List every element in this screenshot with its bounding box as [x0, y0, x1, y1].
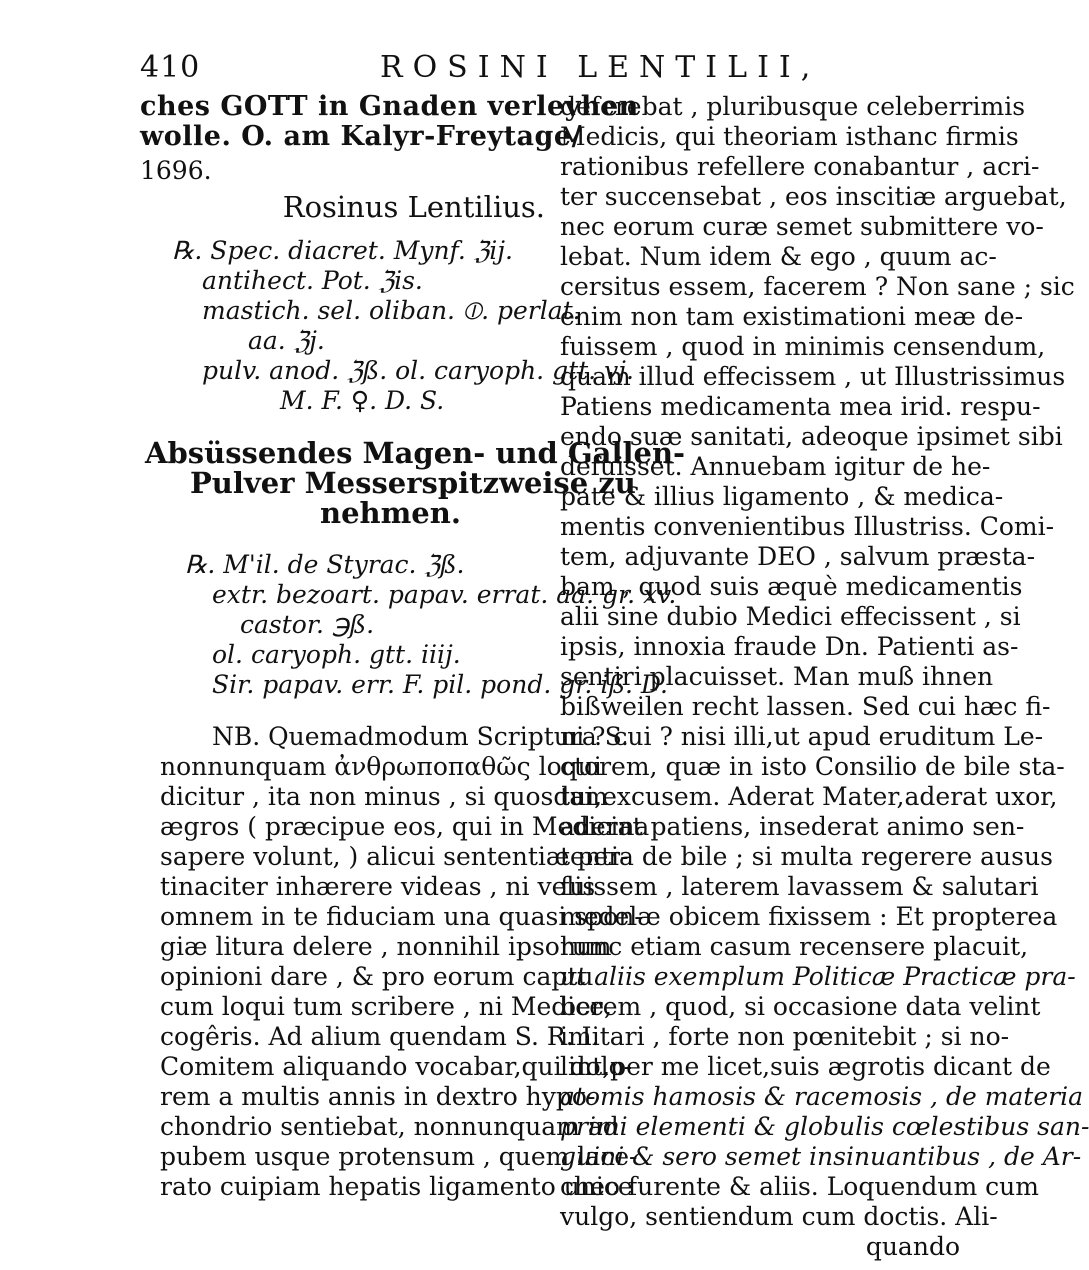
right-column-line: bam , quod suis æquè medicamentis: [560, 572, 1023, 601]
right-column-line: ni ? cui ? nisi illi,ut apud eruditum Le-: [560, 722, 1044, 751]
left-column: [140, 91, 686, 1202]
right-column-line: hunc etiam casum recensere placuit,: [560, 932, 1029, 961]
right-column-line: bißweilen recht lassen. Sed cui hæc fi-: [560, 692, 1051, 721]
left-column-line: rato cuipiam hepatis ligamento unice: [160, 1172, 633, 1201]
left-column-line: cum loqui tum scribere , ni Medice,: [160, 992, 612, 1021]
left-column-line: M. F. ♀. D. S.: [280, 386, 445, 415]
right-column-line: rationibus refellere conabantur , acri-: [560, 152, 1040, 181]
left-column-line: omnem in te fiduciam una quasi spon-: [160, 902, 643, 931]
right-column-line: imitari , forte non pœnitebit ; si no-: [560, 1022, 1010, 1051]
right-column-line: vulgo, sentiendum cum doctis. Ali-: [560, 1202, 998, 1231]
right-column-line: enim non tam existimationi meæ de-: [560, 302, 1024, 331]
left-column-line: extr. bezoart. papav. errat. aa. gr. xv.: [212, 580, 677, 609]
left-column-line: ℞. M'il. de Styrac. ℨß.: [185, 550, 465, 579]
right-column: [560, 92, 1089, 1262]
left-column-line: Rosinus Lentilius.: [282, 190, 545, 224]
left-column-line: mastich. sel. oliban. ⦶. perlat.: [202, 296, 581, 325]
right-column-line: lebat. Num idem & ego , quum ac-: [560, 242, 997, 271]
right-column-line: Medicis, qui theoriam isthanc firmis: [560, 122, 1019, 151]
left-column-line: tinaciter inhærere videas , ni velis: [160, 872, 596, 901]
left-column-line: NB. Quemadmodum Scriptura S.: [212, 722, 629, 751]
right-column-line: ipsis, innoxia fraude Dn. Patienti as-: [560, 632, 1019, 661]
right-column-line: fuissem , quod in minimis censendum,: [560, 332, 1046, 361]
left-column-line: chondrio sentiebat, nonnunquam ad: [160, 1112, 619, 1141]
left-column-line: antihect. Pot. ℨis.: [202, 266, 423, 295]
left-column-line: giæ litura delere , nonnihil ipsorum: [160, 932, 612, 961]
right-column-line: lint,per me licet,suis ægrotis dicant de: [560, 1052, 1051, 1081]
left-column-line: wolle. O. am Kalyr-Freytage/: [140, 121, 582, 152]
left-column-line: pubem usque protensum , quem lace-: [160, 1142, 638, 1171]
left-column-line: Comitem aliquando vocabar,qui dolo-: [160, 1052, 633, 1081]
right-column-line: guini & sero semet insinuantibus , de Ar-: [560, 1142, 1082, 1171]
left-column-line: 1696.: [140, 156, 212, 185]
right-column-line: atomis hamosis & racemosis , de materia: [560, 1082, 1083, 1111]
left-column-line: ches GOTT in Gnaden verleyhen: [140, 91, 639, 122]
right-column-line: primi elementi & globulis cœlestibus san-: [560, 1112, 1089, 1141]
right-column-line: mentis convenientibus Illustriss. Comi-: [560, 512, 1055, 541]
left-column-line: castor. ℈ß.: [240, 610, 375, 639]
left-column-line: opinioni dare , & pro eorum captu: [160, 962, 594, 991]
running-title: ROSINI LENTILII,: [380, 50, 821, 85]
right-column-line: cersitus essem, facerem ? Non sane ; sic: [560, 272, 1075, 301]
left-column-line: Absüssendes Magen- und Gallen-: [145, 436, 686, 470]
right-column-line: tentia de bile ; si multa regerere ausus: [560, 842, 1053, 871]
right-column-line: alii sine dubio Medici effecissent , si: [560, 602, 1021, 631]
right-column-line: tui,excusem. Aderat Mater,aderat uxor,: [560, 782, 1058, 811]
left-column-line: ℞. Spec. diacret. Mynf. ℨij.: [172, 236, 513, 265]
right-column-line: berem , quod, si occasione data velint: [560, 992, 1041, 1021]
left-column-line: pulv. anod. ℨß. ol. caryoph. gtt. vj.: [202, 356, 634, 385]
right-column-line: Patiens medicamenta mea irid. respu-: [560, 392, 1041, 421]
right-column-line: sentiri placuisset. Man muß ihnen: [560, 662, 994, 691]
right-column-line: quam illud effecissem , ut Illustrissimus: [560, 362, 1066, 391]
right-column-line: medelæ obicem fixissem : Et propterea: [560, 902, 1058, 931]
left-column-line: dicitur , ita non minus , si quosdam: [160, 782, 608, 811]
page-number: 410: [140, 50, 201, 85]
left-column-line: Sir. papav. err. F. pil. pond. gr. iß. D.: [212, 670, 669, 699]
left-column-line: nonnunquam ἀνθρωποπαθῶς loqui: [160, 752, 602, 781]
left-column-line: nehmen.: [320, 496, 461, 530]
right-column-line: ctorem, quæ in isto Consilio de bile sta-: [560, 752, 1065, 781]
left-column-line: ol. caryoph. gtt. iiij.: [212, 640, 461, 669]
left-column-line: rem a multis annis in dextro hypo-: [160, 1082, 596, 1111]
right-column-line: ter succensebat , eos inscitiæ arguebat,: [560, 182, 1067, 211]
right-column-line: aderat patiens, insederat animo sen-: [560, 812, 1025, 841]
right-column-line: ut aliis exemplum Politicæ Practicæ pra-: [560, 962, 1076, 991]
left-column-line: sapere volunt, ) alicui sententiæ per-: [160, 842, 629, 871]
right-column-line: deferebat , pluribusque celeberrimis: [560, 92, 1026, 121]
left-column-line: cogêris. Ad alium quendam S. R. I.: [160, 1022, 600, 1051]
right-column-line: quando: [865, 1232, 960, 1261]
right-column-line: nec eorum curæ semet submittere vo-: [560, 212, 1044, 241]
left-column-line: ægros ( præcipue eos, qui in Medicina: [160, 812, 650, 841]
right-column-line: tem, adjuvante DEO , salvum præsta-: [560, 542, 1036, 571]
right-column-line: endo suæ sanitati, adeoque ipsimet sibi: [560, 422, 1063, 451]
left-column-line: Pulver Messerspitzweise zu: [190, 466, 636, 500]
right-column-line: fuissem , laterem lavassem & salutari: [560, 872, 1039, 901]
right-column-line: defuisset. Annuebam igitur de he-: [560, 452, 991, 481]
right-column-line: cheo furente & aliis. Loquendum cum: [560, 1172, 1039, 1201]
right-column-line: pate & illius ligamento , & medica-: [560, 482, 1004, 511]
left-column-line: aa. ℨj.: [248, 326, 325, 355]
